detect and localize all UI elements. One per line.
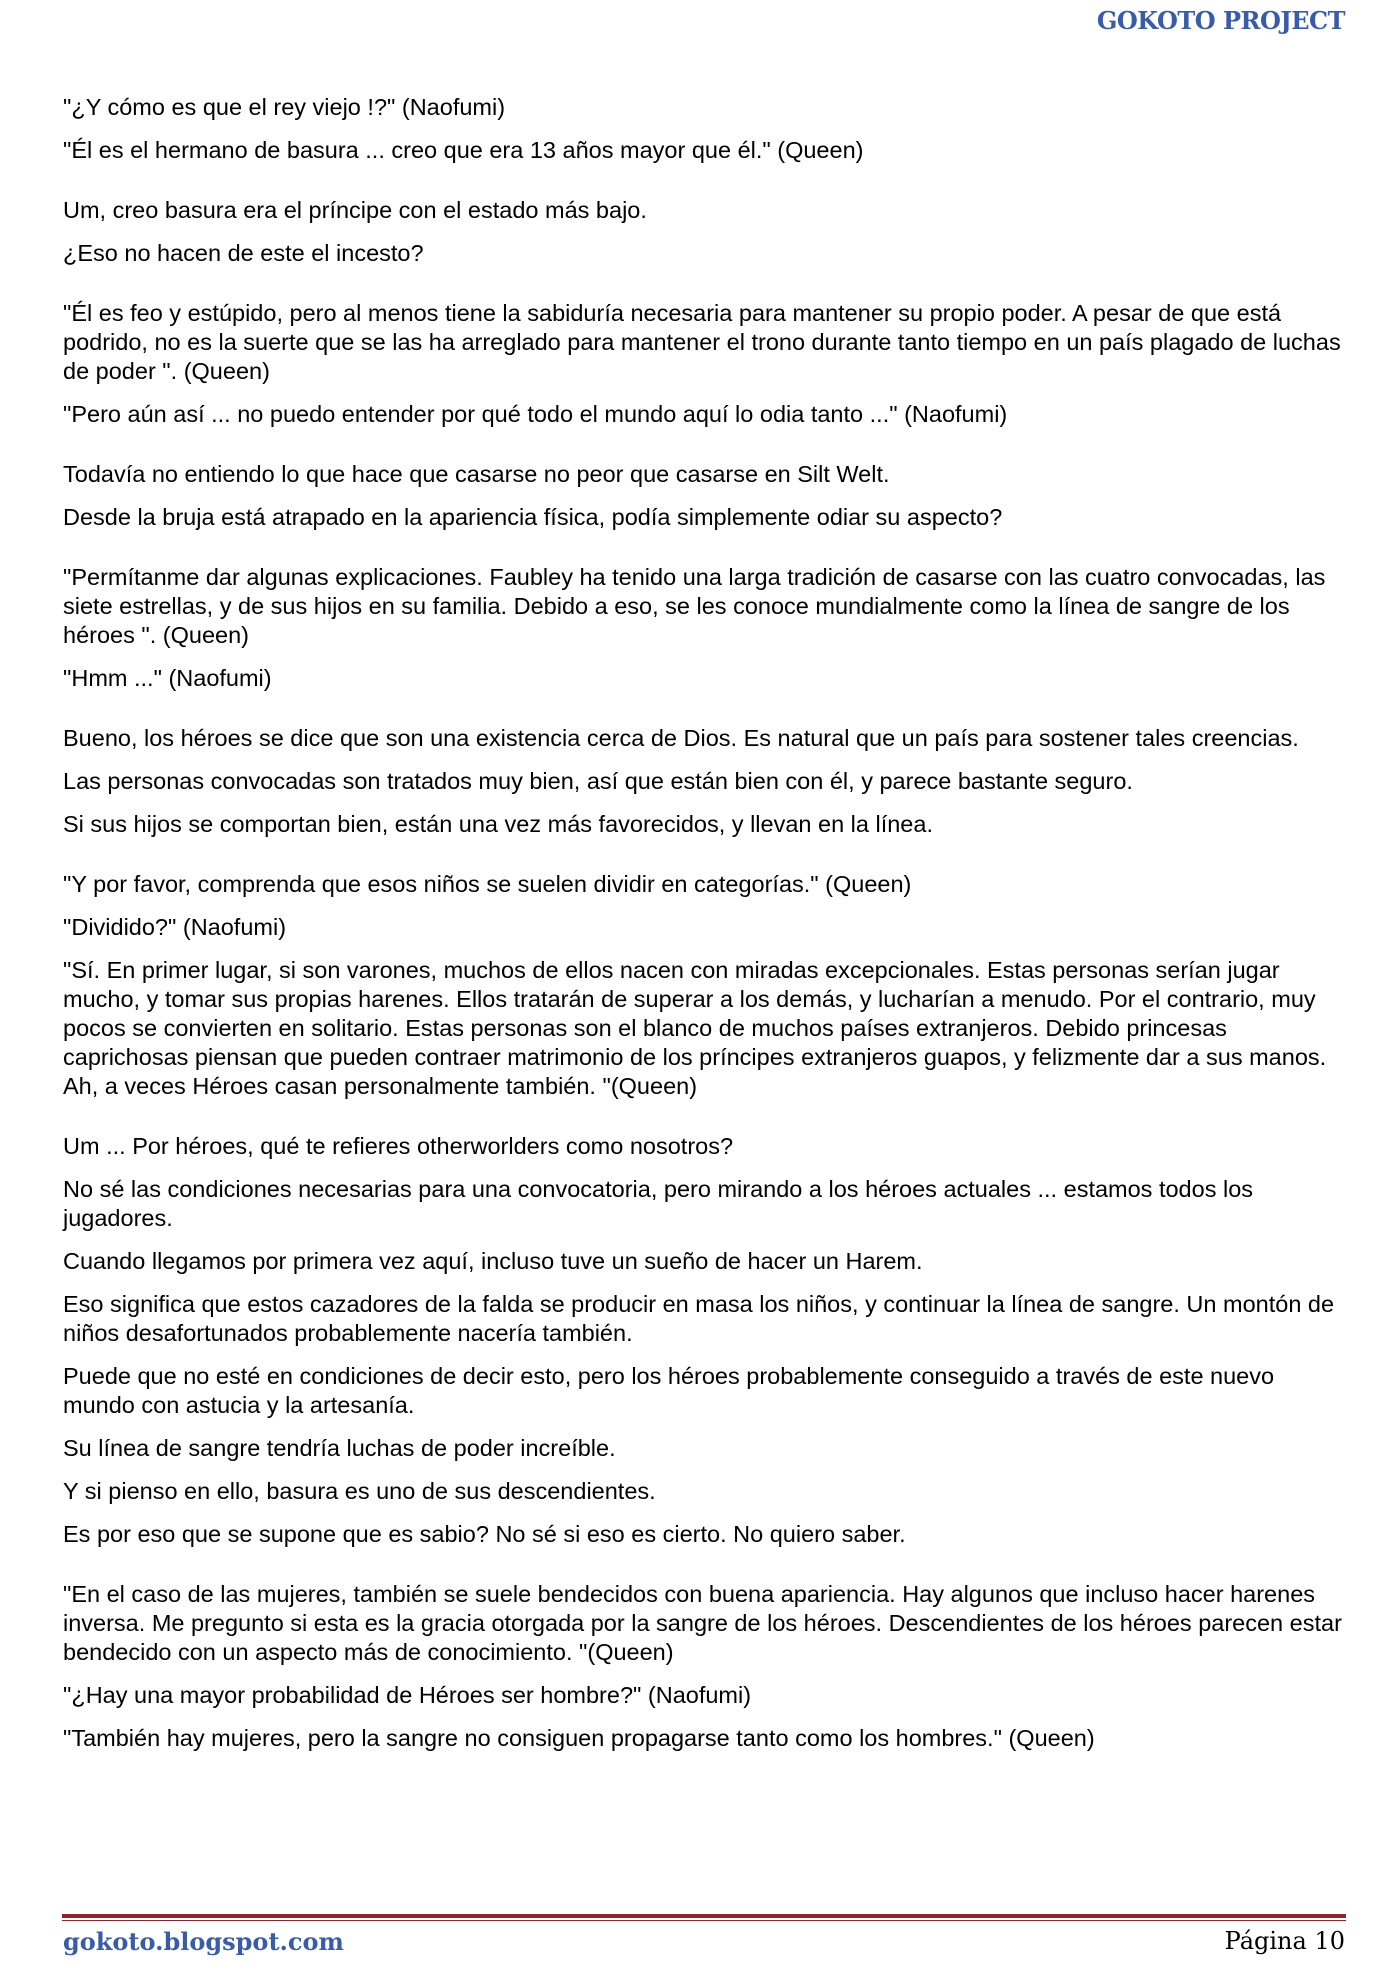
document-body: [63, 93, 1343, 1767]
paragraph: Y si pienso en ello, basura es uno de sus descendientes.: [63, 1478, 656, 1504]
paragraph: "También hay mujeres, pero la sangre no consiguen propagarse tanto como los hombres." (Queen): [63, 1725, 1095, 1751]
paragraph: "Él es feo y estúpido, pero al menos tiene la sabiduría necesaria para mantener su propio poder. A pesar de que está podrido, no es la suerte que se las ha arreglado para mantener el trono durante tanto tiempo en un país plagado de luchas de poder ". (Queen): [63, 300, 1341, 384]
paragraph: No sé las condiciones necesarias para una convocatoria, pero mirando a los héroes actuales ... estamos todos los jugadores.: [63, 1176, 1254, 1231]
paragraph: Las personas convocadas son tratados muy bien, así que están bien con él, y parece bastante seguro.: [63, 768, 1133, 794]
paragraph: "Permítanme dar algunas explicaciones. Faubley ha tenido una larga tradición de casarse con las cuatro convocadas, las siete estrellas, y de sus hijos en su familia. Debido a eso, se les conoce mundialmente como la línea de sangre de los héroes ". (Queen): [63, 564, 1326, 648]
paragraph: Todavía no entiendo lo que hace que casarse no peor que casarse en Silt Welt.: [63, 461, 890, 487]
paragraph: "¿Hay una mayor probabilidad de Héroes ser hombre?" (Naofumi): [63, 1682, 752, 1708]
paragraph: "Dividido?" (Naofumi): [63, 914, 287, 940]
footer-divider-thick: [62, 1914, 1346, 1918]
paragraph: ¿Eso no hacen de este el incesto?: [63, 240, 424, 266]
paragraph: "Pero aún así ... no puedo entender por qué todo el mundo aquí lo odia tanto ..." (Naofumi): [63, 401, 1008, 427]
paragraph: "¿Y cómo es que el rey viejo !?" (Naofumi): [63, 94, 506, 120]
paragraph: "Él es el hermano de basura ... creo que era 13 años mayor que él." (Queen): [63, 137, 864, 163]
paragraph: Um, creo basura era el príncipe con el estado más bajo.: [63, 197, 647, 223]
paragraph: Si sus hijos se comportan bien, están una vez más favorecidos, y llevan en la línea.: [63, 811, 933, 837]
header-brand-title: GOKOTO PROJECT: [1096, 6, 1345, 35]
paragraph: "Sí. En primer lugar, si son varones, muchos de ellos nacen con miradas excepcionales. Estas personas serían jugar mucho, y tomar sus propias harenes. Ellos tratarán de superar a los demás, y lucharían a menudo. Por el contrario, muy pocos se convierten en solitario. Estas personas son el blanco de muchos países extranjeros. Debido princesas caprichosas piensan que pueden contraer matrimonio de los príncipes extranjeros guapos, y felizmente dar a sus manos. Ah, a veces Héroes casan personalmente también. "(Queen): [63, 957, 1327, 1099]
paragraph: Cuando llegamos por primera vez aquí, incluso tuve un sueño de hacer un Harem.: [63, 1248, 923, 1274]
paragraph: Bueno, los héroes se dice que son una existencia cerca de Dios. Es natural que un país para sostener tales creencias.: [63, 725, 1299, 751]
paragraph: "Hmm ..." (Naofumi): [63, 665, 272, 691]
paragraph: Es por eso que se supone que es sabio? No sé si eso es cierto. No quiero saber.: [63, 1521, 906, 1547]
footer-blog-link[interactable]: gokoto.blogspot.com: [63, 1927, 344, 1956]
paragraph: Puede que no esté en condiciones de decir esto, pero los héroes probablemente conseguido a través de este nuevo mundo con astucia y la artesanía.: [63, 1363, 1275, 1418]
paragraph: Desde la bruja está atrapado en la apariencia física, podía simplemente odiar su aspecto?: [63, 504, 1003, 530]
paragraph: "En el caso de las mujeres, también se suele bendecidos con buena apariencia. Hay algunos que incluso hacer harenes inversa. Me pregunto si esta es la gracia otorgada por la sangre de los héroes. Descendientes de los héroes parecen estar bendecido con un aspecto más de conocimiento. "(Queen): [63, 1581, 1342, 1665]
footer-divider-thin: [62, 1920, 1346, 1921]
paragraph: "Y por favor, comprenda que esos niños se suelen dividir en categorías." (Queen): [63, 871, 912, 897]
page-number: Página 10: [1224, 1927, 1345, 1955]
paragraph: Um ... Por héroes, qué te refieres otherworlders como nosotros?: [63, 1133, 734, 1159]
paragraph: Eso significa que estos cazadores de la falda se producir en masa los niños, y continuar la línea de sangre. Un montón de niños desafortunados probablemente nacería también.: [63, 1291, 1335, 1346]
paragraph: Su línea de sangre tendría luchas de poder increíble.: [63, 1435, 616, 1461]
